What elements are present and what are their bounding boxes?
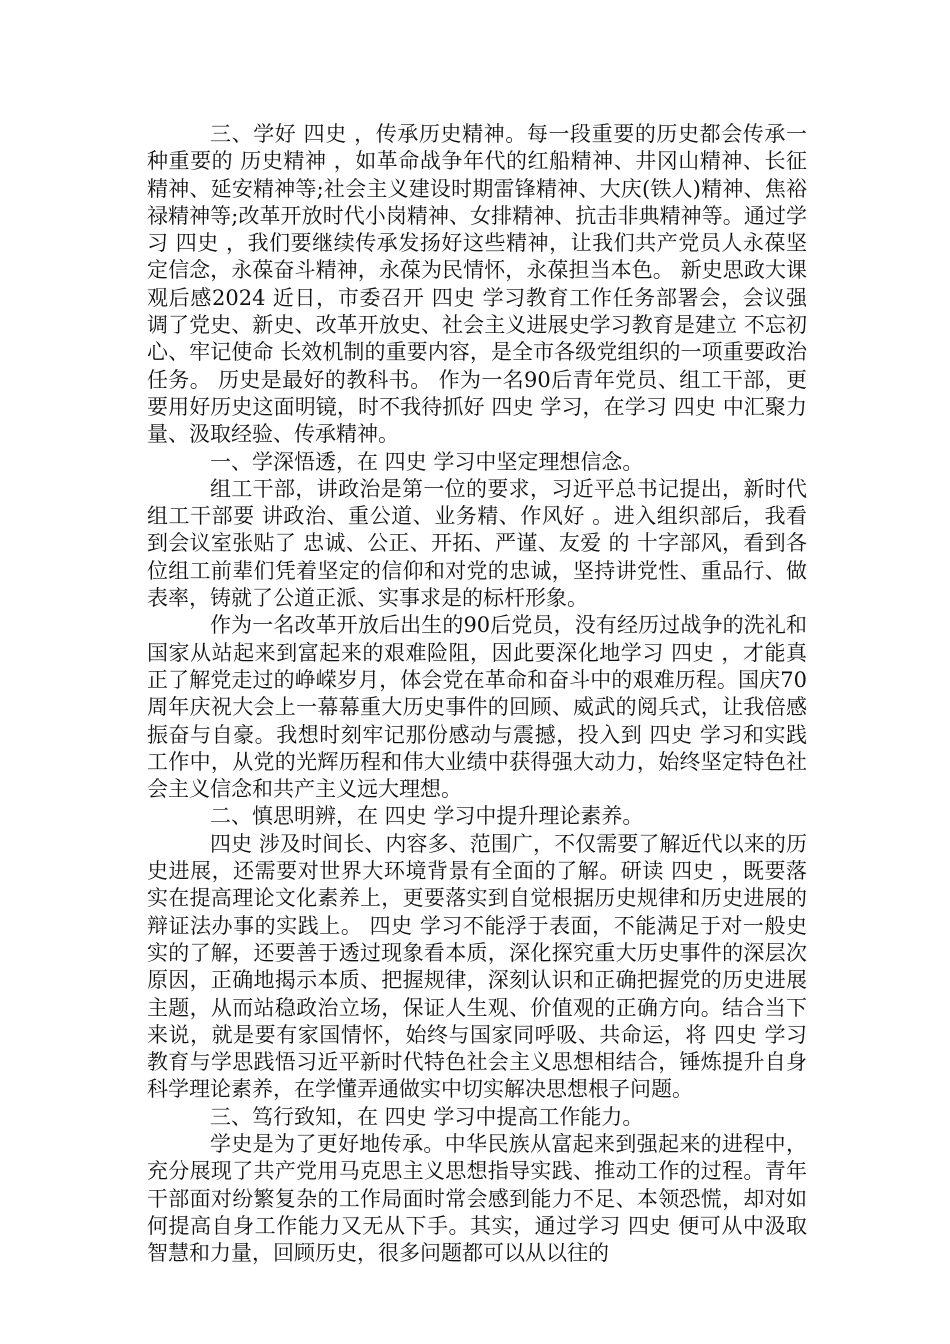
paragraph-section-2: 四史 涉及时间长、内容多、范围广，不仅需要了解近代以来的历史进展，还需要对世界大环境背景有全面的了解。研读 四史 ，既要落实在提高理论文化素养上，更要落实到自觉根据历史规律和历史进展的辩证法办事的实践上。 四史 学习不能浮于表面，不能满足于对一般史实的了解，还要善于透过现象看本质，深化探究重大历史事件的深层次原因，正确地揭示本质、把握规律，深刻认识和正确把握党的历史进展主题，从而站稳政治立场，保证人生观、价值观的正确方向。结合当下来说，就是要有家国情怀，始终与国家同呼吸、共命运，将 四史 学习教育与学思践悟习近平新时代特色社会主义思想相结合，锤炼提升自身科学理论素养，在学懂弄通做实中切实解决思想根子问题。 <box>147 831 807 1102</box>
paragraph-intro: 三、学好 四史 ，传承历史精神。每一段重要的历史都会传承一种重要的 历史精神 ，如革命战争年代的红船精神、井冈山精神、长征精神、延安精神等;社会主义建设时期雷锋精神、大庆(铁人)精神、焦裕禄精神等;改革开放时代小岗精神、女排精神、抗击非典精神等。通过学习 四史 ，我们要继续传承发扬好这些精神，让我们共产党员人永葆坚定信念，永葆奋斗精神，永葆为民情怀，永葆担当本色。 新史思政大课观后感2024 近日，市委召开 四史 学习教育工作任务部署会，会议强调了党史、新史、改革开放史、社会主义进展史学习教育是建立 不忘初心、牢记使命 长效机制的重要内容，是全市各级党组织的一项重要政治任务。 历史是最好的教科书。 作为一名90后青年党员、组工干部，更要用好历史这面明镜，时不我待抓好 四史 学习，在学习 四史 中汇聚力量、汲取经验、传承精神。 <box>147 122 807 447</box>
section-heading-2: 二、慎思明辨，在 四史 学习中提升理论素养。 <box>210 804 644 829</box>
paragraph-section-1-b: 作为一名改革开放后出生的90后党员，没有经历过战争的洗礼和国家从站起来到富起来的艰难险阻，因此要深化地学习 四史 ，才能真正了解党走过的峥嵘岁月，体会党在革命和奋斗中的艰难历程。国庆70周年庆祝大会上一幕幕重大历史事件的回顾、威武的阅兵式，让我倍感振奋与自豪。我想时刻牢记那份感动与震撼，投入到 四史 学习和实践工作中，从党的光辉历程和伟大业绩中获得强大动力，始终坚定特色社会主义信念和共产主义远大理想。 <box>147 613 807 802</box>
document-page <box>147 121 807 1267</box>
section-heading-1: 一、学深悟透，在 四史 学习中坚定理想信念。 <box>210 449 644 474</box>
section-heading-3: 三、笃行致知，在 四史 学习中提高工作能力。 <box>210 1104 644 1129</box>
paragraph-section-1-a: 组工干部，讲政治是第一位的要求，习近平总书记提出，新时代组工干部要 讲政治、重公道、业务精、作风好 。进入组织部后，我看到会议室张贴了 忠诚、公正、开拓、严谨、友爱 的 十字部风，看到各位组工前辈们凭着坚定的信仰和对党的忠诚，坚持讲党性、重品行、做表率，铸就了公道正派、实事求是的标杆形象。 <box>147 476 807 611</box>
paragraph-section-3: 学史是为了更好地传承。中华民族从富起来到强起来的进程中，充分展现了共产党用马克思主义思想指导实践、推动工作的过程。青年干部面对纷繁复杂的工作局面时常会感到能力不足、本领恐慌，却对如何提高自身工作能力又无从下手。其实，通过学习 四史 便可从中汲取智慧和力量，回顾历史，很多问题都可以从以往的 <box>147 1131 807 1266</box>
